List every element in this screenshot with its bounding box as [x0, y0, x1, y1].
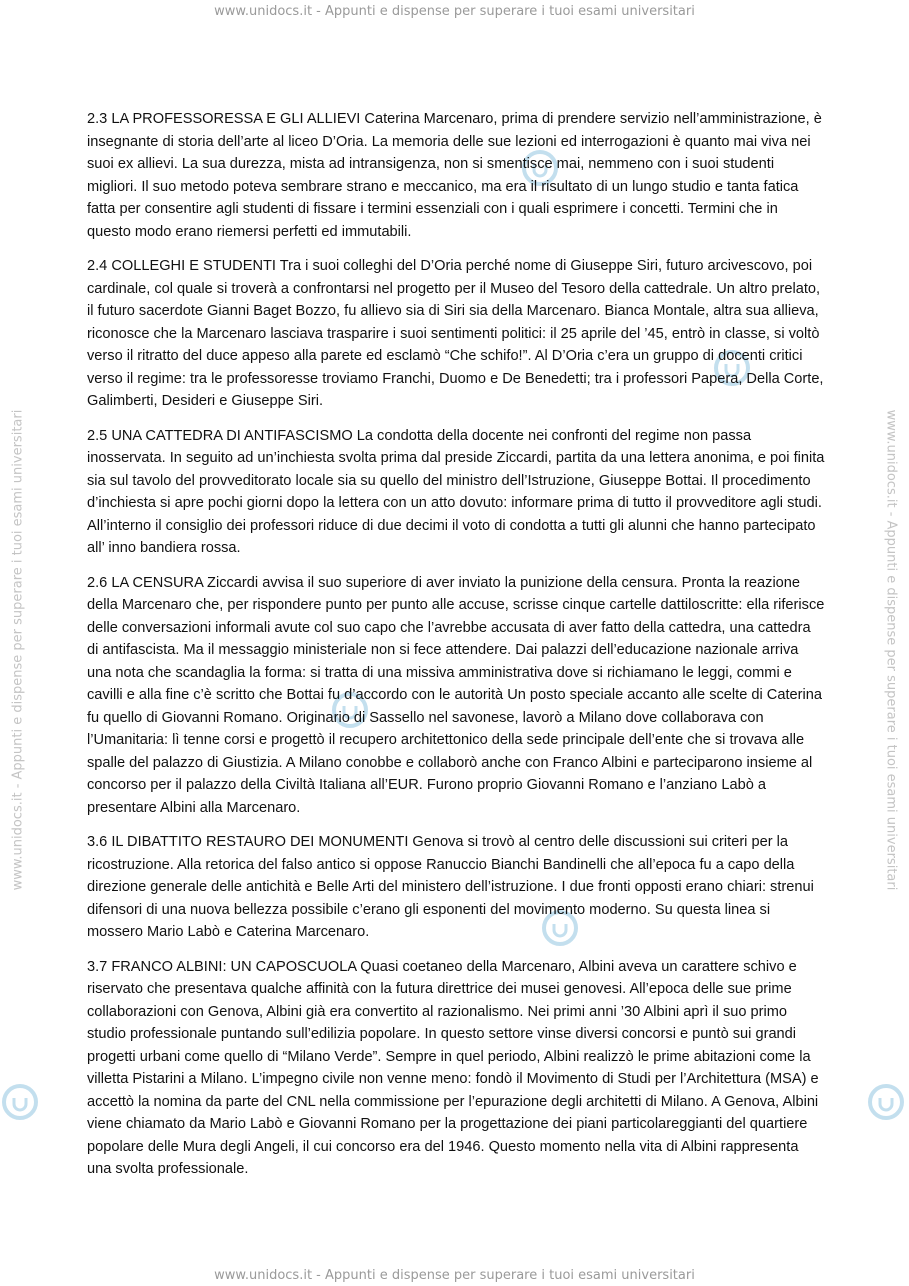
unidocs-logo-icon	[0, 1082, 40, 1122]
document-body	[87, 108, 825, 1193]
unidocs-logo-icon	[866, 1082, 906, 1122]
watermark-side-right: www.unidocs.it - Appunti e dispense per superare i tuoi esami universitari	[883, 409, 899, 891]
watermark-side-left: www.unidocs.it - Appunti e dispense per superare i tuoi esami universitari	[10, 409, 26, 891]
paragraph-2-4: 2.4 COLLEGHI E STUDENTI Tra i suoi colleghi del D’Oria perché nome di Giuseppe Siri, futuro arcivescovo, poi cardinale, col quale si troverà a confrontarsi nel progetto per il Museo del Tesoro della cattedrale. Un altro prelato, il futuro sacerdote Gianni Baget Bozzo, fu allievo sia di Siri sia della Marcenaro. Bianca Montale, altra sua allieva, riconosce che la Marcenaro lasciava trasparire i suoi sentimenti politici: il 25 aprile del ’45, entrò in classe, si voltò verso il ritratto del duce appeso alla parete ed esclamò “Che schifo!”. Al D’Oria c’era un gruppo di docenti critici verso il regime: tra le professoresse troviamo Franchi, Duomo e De Benedetti; tra i professori Papera, Della Corte, Galimberti, Desideri e Giuseppe Siri.	[87, 258, 824, 409]
paragraph-2-5: 2.5 UNA CATTEDRA DI ANTIFASCISMO La condotta della docente nei confronti del regime non passa inosservata. In seguito ad un’inchiesta svolta prima dal preside Ziccardi, partita da una lettera anonima, e poi finita sia sul tavolo del provveditorato locale sia su quello del ministro dell’Istruzione, Giuseppe Bottai. Il procedimento d’inchiesta si apre pochi giorni dopo la lettera con un atto dovuto: informare prima di tutto il provveditore agli studi. All’interno il consiglio dei professori riduce di due decimi il voto di condotta a tutti gli alunni che hanno partecipato all’ inno bandiera rossa.	[87, 427, 825, 556]
paragraph-2-3: 2.3 LA PROFESSORESSA E GLI ALLIEVI Caterina Marcenaro, prima di prendere servizio nell’amministrazione, è insegnante di storia dell’arte al liceo D’Oria. La memoria delle sue lezioni ed interrogazioni è quanto mai viva nei suoi ex allievi. La sua durezza, mista ad intransigenza, non si smentisce mai, nemmeno con i suoi studenti migliori. Il suo metodo poteva sembrare strano e meccanico, ma era il risultato di un lungo studio e tanta fatica fatta per consentire agli studenti di fissare i termini essenziali con i quali esprimere i concetti. Termini che in questo modo erano riemersi perfetti ed immutabili.	[87, 111, 822, 240]
watermark-header: www.unidocs.it - Appunti e dispense per superare i tuoi esami universitari	[214, 4, 695, 19]
paragraph-3-6: 3.6 IL DIBATTITO RESTAURO DEI MONUMENTI Genova si trovò al centro delle discussioni sui criteri per la ricostruzione. Alla retorica del falso antico si oppose Ranuccio Bianchi Bandinelli che all’epoca fu a capo della direzione generale delle antichità e Belle Arti del ministero dell’istruzione. I due fronti opposti erano chiari: strenui difensori di una nuova bellezza possibile c’erano gli esponenti del movimento moderno. Su questa linea si mossero Mario Labò e Caterina Marcenaro.	[87, 834, 814, 940]
watermark-footer: www.unidocs.it - Appunti e dispense per superare i tuoi esami universitari	[214, 1268, 695, 1283]
paragraph-2-6: 2.6 LA CENSURA Ziccardi avvisa il suo superiore di aver inviato la punizione della censura. Pronta la reazione della Marcenaro che, per rispondere punto per punto alle accuse, scrisse cinque cartelle dattiloscritte: ella riferisce delle conversazioni informali avute col suo capo che l’avrebbe accusata di aver fatto della cattedra, una cattedra di antifascista. Ma il messaggio ministeriale non si fece attendere. Dai palazzi dell’educazione nazionale arriva una nota che scandaglia la forma: si tratta di una missiva amministrativa dove si richiamano le leggi, commi e cavilli e alla fine c’è scritto che Bottai fu d’accordo con le autorità Un posto speciale accanto alle scelte di Caterina fu quello di Giovanni Romano. Originario di Sassello nel savonese, lavorò a Milano dove collaborava con l’Umanitaria: lì tenne corsi e progettò il recupero architettonico della sede principale dell’ente che si trovava alle spalle del palazzo di Giustizia. A Milano conobbe e collaborò anche con Franco Albini e parteciparono insieme al concorso per il palazzo della Civiltà Italiana all’EUR. Furono proprio Giovanni Romano e l’anziano Labò a presentare Albini alla Marcenaro.	[87, 574, 825, 816]
paragraph-3-7: 3.7 FRANCO ALBINI: UN CAPOSCUOLA Quasi coetaneo della Marcenaro, Albini aveva un carattere schivo e riservato che presentava qualche affinità con la futura direttrice dei musei genovesi. All’epoca delle sue prime collaborazioni con Genova, Albini già era convertito al razionalismo. Nei primi anni ’30 Albini aprì il suo primo studio professionale puntando sull’edilizia popolare. In questo settore vinse diversi concorsi e puntò sui grandi progetti urbani come quello di “Milano Verde”. Sempre in quel periodo, Albini realizzò le prime abitazioni come la villetta Pistarini a Milano. L’impegno civile non venne meno: fondò il Movimento di Studi per l’Architettura (MSA) e accettò la nomina da parte del CNL nella commissione per l’epurazione degli architetti di Milano. A Genova, Albini viene chiamato da Mario Labò e Giovanni Romano per la progettazione dei piani particolareggianti del quartiere popolare delle Mura degli Angeli, il cui concorso era del 1946. Questo momento nella vita di Albini rappresenta una svolta professionale.	[87, 958, 819, 1177]
